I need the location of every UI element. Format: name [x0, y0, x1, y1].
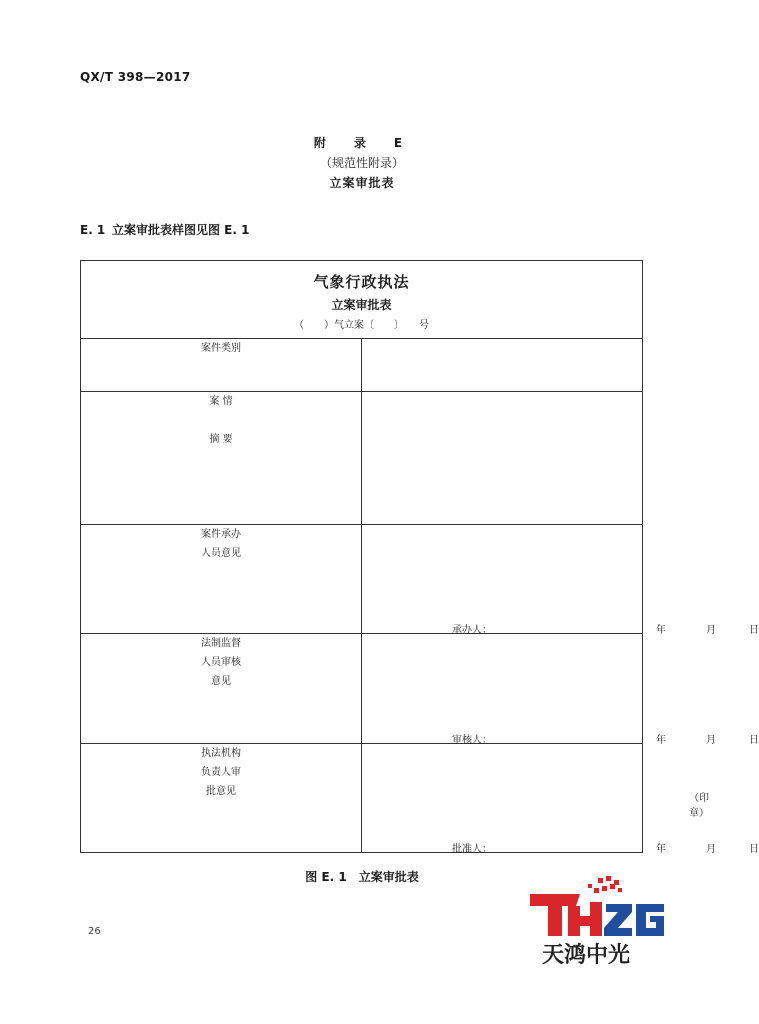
label-line: 摘 要 — [209, 434, 233, 446]
row-label-handler-opinion — [81, 524, 362, 633]
page-number: 26 — [88, 926, 101, 937]
row-label-case-type — [81, 339, 362, 392]
standard-code: QX/T 398—2017 — [80, 70, 191, 84]
label-line: 负责人审 — [201, 766, 241, 778]
appendix-title: 附 录 E — [313, 136, 411, 150]
month-label: 月 — [706, 625, 716, 637]
day-label: 日 — [749, 844, 759, 855]
label-line: 意见 — [211, 676, 231, 688]
label-line: 执法机构 — [201, 747, 241, 759]
form-title: 气象行政执法 — [313, 273, 410, 291]
year-label: 年 — [656, 625, 666, 637]
appendix-type: （规范性附录） — [319, 156, 404, 170]
label-line: 人员意见 — [201, 547, 241, 559]
appendix-name: 立案审批表 — [329, 176, 395, 190]
case-type-field[interactable] — [362, 339, 643, 392]
label-line: 案件承办 — [201, 528, 241, 540]
label-line — [81, 411, 361, 430]
signer-label: 审核人： — [452, 734, 492, 746]
signer-label: 承办人： — [452, 625, 492, 637]
case-summary-field[interactable] — [362, 392, 643, 524]
clause-text: 立案审批表样图见图 E. 1 — [112, 223, 250, 237]
form-number-line: （ ）气立案〔 〕 号 — [294, 320, 429, 331]
day-label: 日 — [749, 625, 759, 637]
month-label: 月 — [706, 844, 716, 855]
signer-label: 批准人： — [452, 844, 492, 855]
row-label-case-summary — [81, 392, 362, 524]
year-label: 年 — [656, 844, 666, 855]
company-logo — [528, 876, 678, 968]
figure-caption: 图 E. 1 立案审批表 — [305, 870, 419, 884]
label-line: 案件类别 — [201, 343, 241, 355]
label-line: 法制监督 — [201, 638, 241, 650]
head-approval-field[interactable] — [362, 743, 759, 855]
handler-opinion-field[interactable] — [362, 524, 759, 637]
legal-review-field[interactable] — [362, 634, 759, 746]
year-label: 年 — [656, 734, 666, 746]
form-subtitle: 立案审批表 — [331, 298, 392, 312]
day-label: 日 — [749, 734, 759, 746]
label-line: 人员审核 — [201, 657, 241, 669]
clause-e1 — [80, 221, 249, 238]
form-header — [81, 261, 643, 339]
month-label: 月 — [706, 734, 716, 746]
approval-form-table — [80, 260, 759, 855]
label-line: 案 情 — [209, 396, 233, 408]
clause-number: E. 1 — [80, 223, 106, 237]
logo-graphic — [528, 876, 678, 968]
row-label-head-approval — [81, 743, 362, 852]
row-label-legal-review — [81, 634, 362, 743]
seal-label: （印章） — [689, 793, 709, 819]
logo-text: 天鸿中光 — [542, 943, 631, 968]
label-line: 批意见 — [206, 785, 236, 797]
